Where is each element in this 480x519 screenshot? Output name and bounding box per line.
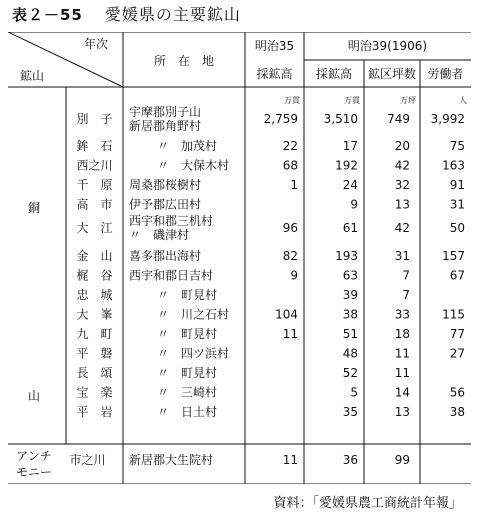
mine-location: 伊予郡広田村: [129, 197, 202, 212]
mine-location: 〃 加茂村: [157, 139, 218, 153]
cell-value: 18: [394, 327, 410, 341]
cell-value: 32: [394, 178, 410, 192]
cell-value: 157: [442, 249, 465, 263]
mine-name: 平 磐: [76, 346, 113, 361]
cell-value: 91: [449, 178, 465, 192]
mine-name: 平 岩: [76, 405, 113, 419]
group-label-mine: 山: [27, 389, 41, 403]
mine-location: 宇摩郡別子山: [129, 105, 202, 119]
cell-value: 99: [394, 453, 410, 467]
cell-value: 36: [342, 453, 358, 467]
table-title: [12, 2, 241, 25]
mine-location: 〃 川之石村: [157, 307, 230, 322]
cell-value: 1: [290, 178, 298, 192]
cell-value: 82: [282, 249, 298, 263]
mines-table: [8, 32, 471, 484]
cell-value: 96: [282, 221, 298, 235]
mine-name: 長 頌: [76, 366, 113, 380]
cell-value: 68: [282, 158, 298, 173]
cell-value: 7: [402, 268, 410, 283]
header-col-2: 鉱区坪数: [367, 67, 417, 81]
cell-value: 749: [387, 112, 410, 126]
group-label-copper: 銅: [27, 201, 41, 215]
cell-value: 22: [282, 139, 298, 153]
header-col-0: 採鉱高: [256, 67, 293, 81]
mine-location: 〃 町見村: [157, 366, 218, 380]
cell-value: 52: [342, 366, 358, 380]
cell-value: 39: [342, 288, 358, 302]
cell-value: 115: [442, 307, 465, 322]
unit-label: 万坪: [400, 96, 416, 105]
mine-name: 市之川: [69, 453, 106, 467]
cell-value: 31: [449, 197, 465, 212]
cell-value: 163: [442, 158, 465, 173]
mine-name: 忠 城: [76, 288, 113, 302]
mine-name: 金 山: [76, 249, 113, 263]
cell-value: 20: [394, 139, 410, 153]
header-mine: 鉱山: [20, 69, 45, 83]
cell-value: 75: [449, 139, 465, 153]
mine-name: 西之川: [76, 158, 113, 173]
mine-name: 千 原: [76, 178, 113, 192]
cell-value: 38: [449, 405, 465, 419]
cell-value: 9: [290, 268, 298, 283]
unit-label: 万貫: [344, 96, 360, 105]
cell-value: 11: [282, 453, 298, 467]
mine-location: 喜多郡出海村: [129, 249, 202, 263]
cell-value: 31: [394, 249, 410, 263]
cell-value: 38: [342, 307, 358, 322]
cell-value: 51: [342, 327, 358, 341]
cell-value: 50: [449, 221, 465, 235]
cell-value: 24: [342, 178, 358, 192]
mine-name: 宝 楽: [76, 385, 113, 400]
cell-value: 3,992: [430, 112, 465, 126]
cell-value: 42: [394, 158, 410, 173]
mine-location: 〃 町見村: [157, 327, 218, 341]
cell-value: 17: [342, 139, 358, 153]
cell-value: 193: [335, 249, 358, 263]
cell-value: 192: [335, 158, 358, 173]
mine-location: 新居郡角野村: [129, 119, 202, 133]
mine-location: 西宇和郡三机村: [129, 214, 214, 228]
header-year: 年次: [83, 37, 109, 51]
table-name: 愛媛県の主要鉱山: [104, 5, 241, 24]
header-col-3: 労働者: [427, 67, 464, 81]
cell-value: 63: [342, 268, 358, 283]
mine-location: 〃 日土村: [157, 405, 218, 419]
mine-name: 別 子: [76, 112, 113, 126]
cell-value: 27: [449, 346, 465, 361]
cell-value: 11: [394, 366, 410, 380]
mine-location: 〃 四ツ浜村: [157, 346, 230, 361]
cell-value: 5: [350, 385, 358, 400]
group-label-antimony: モニー: [15, 465, 53, 479]
mine-location: 〃 磯津村: [129, 228, 190, 242]
cell-value: 11: [282, 327, 298, 341]
mine-location: 〃 町見村: [157, 288, 218, 302]
mine-location: 西宇和郡日吉村: [129, 268, 214, 283]
table-number: 表２－55: [12, 6, 83, 24]
cell-value: 3,510: [323, 112, 358, 126]
unit-label: 人: [459, 96, 467, 105]
cell-value: 13: [394, 405, 410, 419]
cell-value: 7: [402, 288, 410, 302]
cell-value: 104: [275, 307, 298, 322]
group-label-antimony: アンチ: [16, 449, 52, 463]
cell-value: 48: [342, 346, 358, 361]
mine-name: 鉾 石: [76, 139, 113, 153]
cell-value: 67: [449, 268, 465, 283]
mine-location: 〃 大保木村: [157, 158, 230, 173]
mine-location: 〃 三崎村: [157, 385, 218, 400]
mine-location: 新居郡大生院村: [129, 453, 214, 467]
unit-label: 万貫: [284, 96, 300, 105]
header-m35: 明治35: [254, 39, 295, 53]
cell-value: 9: [350, 197, 358, 212]
header-col-1: 採鉱高: [315, 67, 353, 81]
cell-value: 13: [394, 197, 410, 212]
cell-value: 35: [342, 405, 358, 419]
cell-value: 33: [394, 307, 410, 322]
mine-name: 九 町: [76, 327, 113, 341]
header-location: 所 在 地: [153, 54, 215, 68]
cell-value: 2,759: [263, 112, 298, 126]
cell-value: 11: [394, 346, 410, 361]
mine-name: 梶 谷: [76, 268, 113, 283]
cell-value: 14: [394, 385, 410, 400]
cell-value: 42: [394, 221, 410, 235]
mine-name: 大 峯: [76, 307, 113, 322]
source-note: 資料：「愛媛県農工商統計年報」: [273, 496, 462, 511]
cell-value: 77: [449, 327, 465, 341]
header-m39: 明治39(1906): [347, 39, 428, 53]
mine-name: 大 江: [76, 221, 113, 235]
cell-value: 61: [342, 221, 358, 235]
mine-name: 高 市: [76, 197, 113, 212]
cell-value: 56: [449, 385, 465, 400]
mine-location: 周桑郡桜樹村: [129, 178, 202, 192]
